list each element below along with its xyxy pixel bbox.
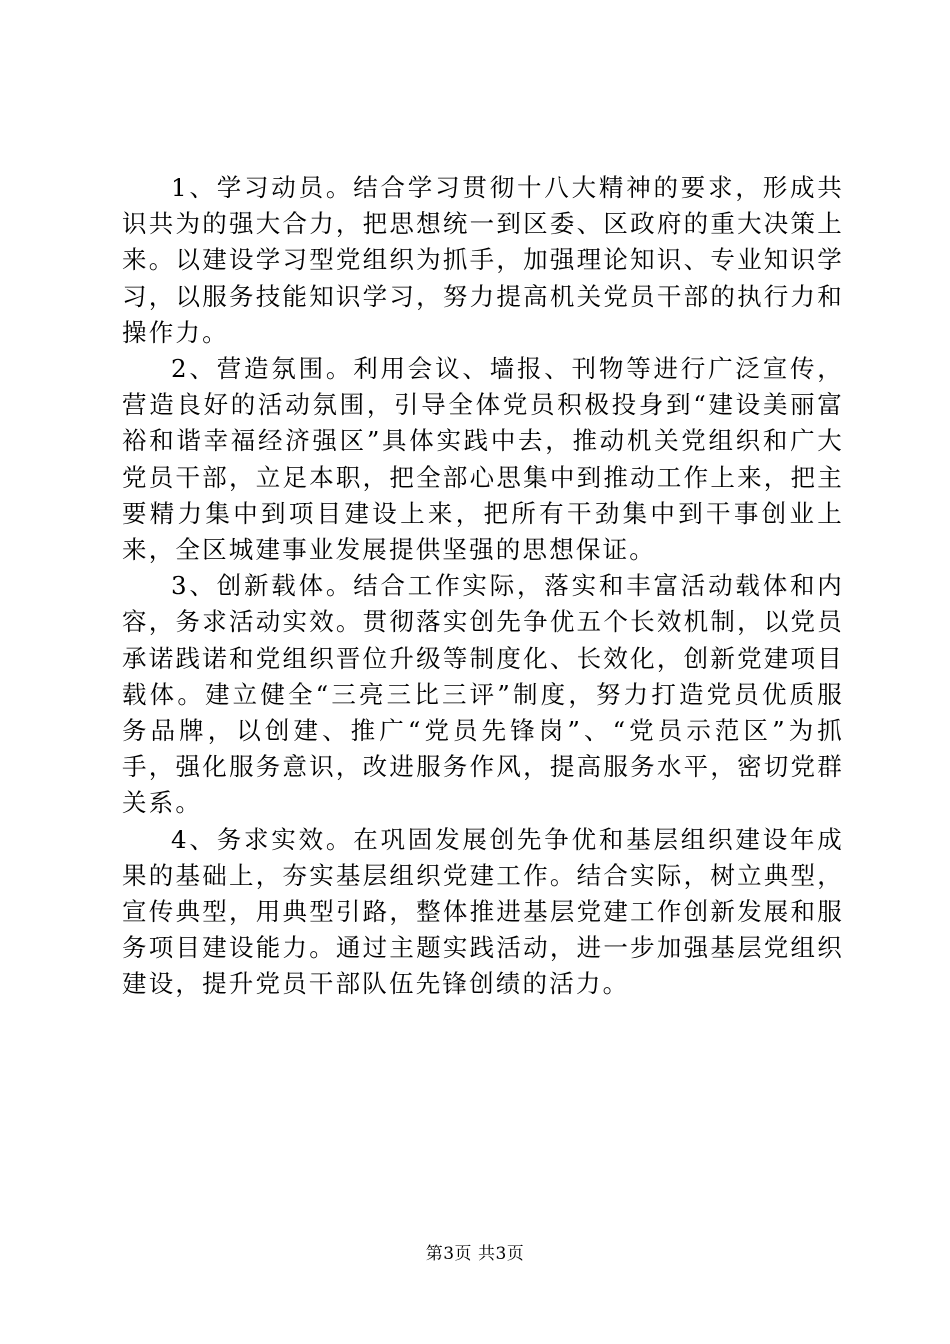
page-number-footer: 第3页 共3页: [425, 1244, 525, 1264]
paragraph-seek-results: 4、务求实效。在巩固发展创先争优和基层组织建设年成果的基础上，夯实基层组织党建工作。结合实际，树立典型，宣传典型，用典型引路，整体推进基层党建工作创新发展和服务项目建设能力。通过主题实践活动，进一步加强基层党组织建设，提升党员干部队伍先锋创绩的活力。: [122, 824, 844, 999]
paragraph-innovate-carriers: 3、创新载体。结合工作实际，落实和丰富活动载体和内容，务求活动实效。贯彻落实创先争优五个长效机制，以党员承诺践诺和党组织晋位升级等制度化、长效化，创新党建项目载体。建立健全“三亮三比三评”制度，努力打造党员优质服务品牌，以创建、推广“党员先锋岗”、“党员示范区”为抓手，强化服务意识，改进服务作风，提高服务水平，密切党群关系。: [122, 571, 844, 818]
paragraph-study-mobilization: 1、学习动员。结合学习贯彻十八大精神的要求，形成共识共为的强大合力，把思想统一到区委、区政府的重大决策上来。以建设学习型党组织为抓手，加强理论知识、专业知识学习，以服务技能知识学习，努力提高机关党员干部的执行力和操作力。: [122, 173, 844, 347]
paragraph-create-atmosphere: 2、营造氛围。利用会议、墙报、刊物等进行广泛宣传，营造良好的活动氛围，引导全体党员积极投身到“建设美丽富裕和谐幸福经济强区”具体实践中去，推动机关党组织和广大党员干部，立足本职，把全部心思集中到推动工作上来，把主要精力集中到项目建设上来，把所有干劲集中到干事创业上来，全区城建事业发展提供坚强的思想保证。: [122, 354, 844, 565]
document-body: [122, 170, 844, 1003]
